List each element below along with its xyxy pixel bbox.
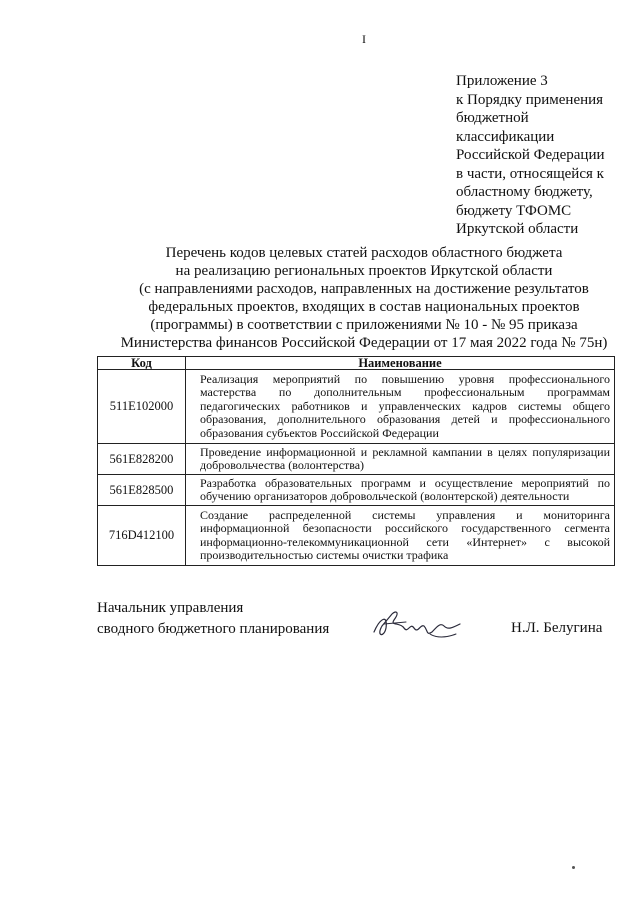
position-line: сводного бюджетного планирования — [97, 621, 330, 637]
appendix-line: Российской Федерации — [456, 147, 605, 163]
title-line: на реализацию региональных проектов Иркутской области — [175, 263, 553, 279]
appendix-line: в части, относящейся к — [456, 165, 604, 182]
table-row — [98, 506, 615, 566]
header-name: Наименование — [186, 357, 615, 370]
row-name: Реализация мероприятий по повышению уровня профессионального мастерства по дополнительным профессиональным программам педагогических работников и управленческих кадров системы общего образования, дополнительного образования детей и профессионального образования субъектов Российской Федерации — [186, 370, 615, 444]
row-code: 561E828200 — [98, 444, 186, 475]
table-row — [98, 444, 615, 475]
signer-name: Н.Л. Белугина — [511, 620, 603, 636]
page-number: I — [362, 32, 366, 46]
table-row — [98, 475, 615, 506]
handwritten-signature — [370, 604, 466, 644]
row-code: 716D412100 — [98, 506, 186, 566]
scan-dot — [572, 866, 575, 869]
table-row — [98, 370, 615, 444]
appendix-line: классификации — [456, 128, 555, 145]
title-line: (с направлениями расходов, направленных на достижение результатов — [139, 281, 589, 297]
appendix-line: Иркутской области — [456, 221, 579, 237]
appendix-line: бюджетной — [456, 110, 529, 126]
row-code: 561E828500 — [98, 475, 186, 506]
title-line: федеральных проектов, входящих в состав национальных проектов — [148, 299, 580, 315]
position-line: Начальник управления — [97, 600, 244, 616]
signer-position — [97, 598, 329, 640]
row-code: 511E102000 — [98, 370, 186, 444]
appendix-line: бюджету ТФОМС — [456, 202, 572, 219]
document-title — [96, 244, 632, 352]
codes-table — [97, 356, 615, 566]
title-line: (программы) в соответствии с приложениями № 10 - № 95 приказа — [150, 317, 578, 333]
title-line: Перечень кодов целевых статей расходов областного бюджета — [165, 245, 563, 261]
appendix-line: Приложение 3 — [456, 73, 548, 89]
appendix-line: к Порядку применения — [456, 91, 604, 108]
row-name: Проведение информационной и рекламной кампании в целях популяризации добровольчества (волонтерства) — [186, 444, 615, 475]
row-name: Создание распределенной системы управления и мониторинга информационной безопасности российского государственного сегмента информационно-телекоммуникационной сети «Интернет» с высокой производительностью системы очистки трафика — [186, 506, 615, 566]
table-header-row — [98, 357, 615, 370]
title-line: Министерства финансов Российской Федерации от 17 мая 2022 года № 75н) — [120, 335, 608, 351]
appendix-header — [456, 72, 632, 239]
row-name: Разработка образовательных программ и осуществление мероприятий по обучению организаторов добровольческой (волонтерской) деятельности — [186, 475, 615, 506]
header-code: Код — [98, 357, 186, 370]
appendix-line: областному бюджету, — [456, 184, 593, 200]
